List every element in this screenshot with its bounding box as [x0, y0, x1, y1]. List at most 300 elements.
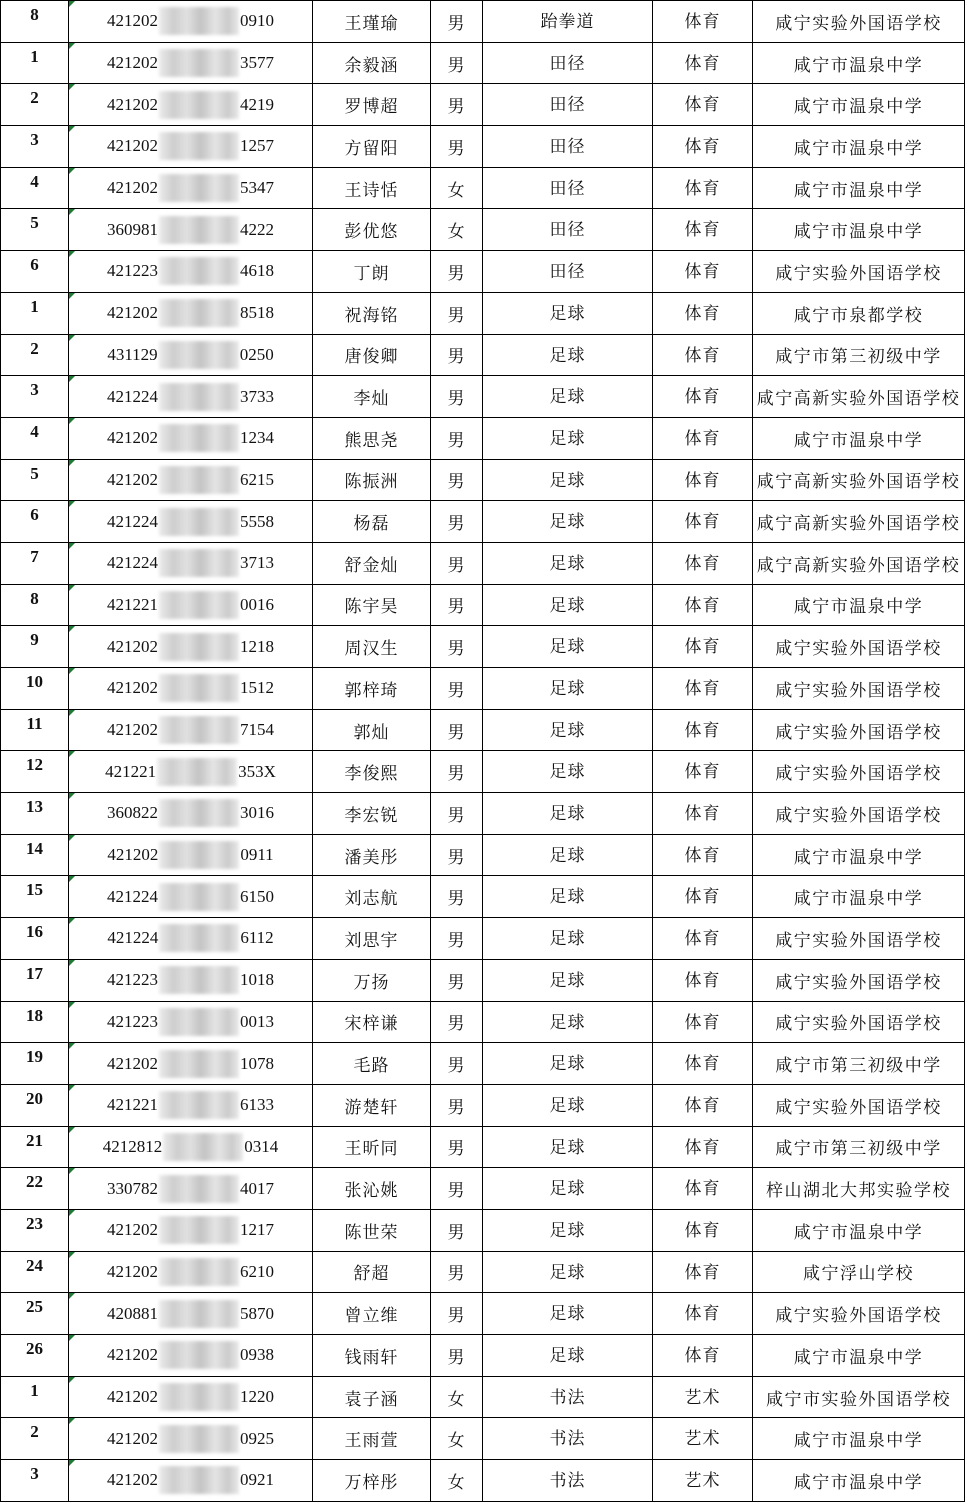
gender-cell: 男 — [431, 334, 483, 376]
name-cell: 王诗恬 — [313, 167, 431, 209]
id-number-suffix: 0911 — [240, 845, 274, 865]
gender-cell: 男 — [431, 918, 483, 960]
table-row — [1, 1251, 965, 1293]
row-number-cell: 17 — [1, 959, 69, 1001]
school-cell: 咸宁市第三初级中学 — [753, 1043, 965, 1085]
category-cell: 体育 — [653, 1168, 753, 1210]
id-number-cell — [69, 42, 313, 84]
sport-cell: 足球 — [483, 376, 653, 418]
table-row — [1, 876, 965, 918]
id-number — [107, 424, 274, 452]
gender-cell: 男 — [431, 959, 483, 1001]
gender-cell: 男 — [431, 1043, 483, 1085]
table-row — [1, 668, 965, 710]
school-cell: 咸宁市温泉中学 — [753, 126, 965, 168]
gender-cell: 男 — [431, 251, 483, 293]
gender-cell: 女 — [431, 1460, 483, 1502]
name-cell: 杨磊 — [313, 501, 431, 543]
id-number — [107, 966, 274, 994]
category-cell: 体育 — [653, 376, 753, 418]
school-cell: 咸宁高新实验外国语学校 — [753, 459, 965, 501]
category-cell: 体育 — [653, 42, 753, 84]
gender-cell: 男 — [431, 376, 483, 418]
sport-cell: 足球 — [483, 668, 653, 710]
id-number-suffix: 4017 — [240, 1178, 274, 1198]
table-row — [1, 626, 965, 668]
id-number-cell — [69, 292, 313, 334]
school-cell: 咸宁市温泉中学 — [753, 1335, 965, 1377]
id-number-cell — [69, 1209, 313, 1251]
school-cell: 咸宁市泉都学校 — [753, 292, 965, 334]
redaction-blur — [159, 424, 239, 452]
redaction-blur — [159, 49, 239, 77]
id-number-prefix: 421224 — [107, 553, 158, 573]
id-number-prefix: 431129 — [107, 344, 158, 364]
id-number — [107, 633, 274, 661]
gender-cell: 男 — [431, 417, 483, 459]
school-cell: 咸宁市温泉中学 — [753, 417, 965, 459]
id-number — [107, 216, 274, 244]
gender-cell: 女 — [431, 1418, 483, 1460]
id-number-prefix: 421224 — [107, 511, 158, 531]
id-number-cell — [69, 1043, 313, 1085]
row-number-cell: 19 — [1, 1043, 69, 1085]
sport-cell: 足球 — [483, 501, 653, 543]
id-number-prefix: 421223 — [107, 261, 158, 281]
school-cell: 咸宁浮山学校 — [753, 1251, 965, 1293]
id-number — [107, 1466, 274, 1494]
category-cell: 体育 — [653, 1, 753, 43]
name-cell: 祝海铭 — [313, 292, 431, 334]
category-cell: 体育 — [653, 1084, 753, 1126]
school-cell: 咸宁实验外国语学校 — [753, 793, 965, 835]
gender-cell: 男 — [431, 1001, 483, 1043]
id-number-prefix: 421202 — [107, 94, 158, 114]
school-cell: 咸宁市第三初级中学 — [753, 334, 965, 376]
table-row — [1, 959, 965, 1001]
redaction-blur — [159, 1341, 239, 1369]
id-number — [107, 1383, 274, 1411]
name-cell: 余毅涵 — [313, 42, 431, 84]
table-row — [1, 459, 965, 501]
id-number-suffix: 6150 — [240, 886, 274, 906]
table-row — [1, 84, 965, 126]
id-number — [107, 549, 274, 577]
id-number-prefix: 421223 — [107, 1011, 158, 1031]
id-number-cell — [69, 501, 313, 543]
redaction-blur — [159, 841, 239, 869]
redaction-blur — [159, 716, 239, 744]
redaction-blur — [159, 1466, 239, 1494]
row-number-cell: 6 — [1, 251, 69, 293]
id-number-cell — [69, 251, 313, 293]
id-number-cell — [69, 167, 313, 209]
id-number-cell — [69, 1084, 313, 1126]
sport-cell: 田径 — [483, 126, 653, 168]
name-cell: 李宏锐 — [313, 793, 431, 835]
id-number-cell — [69, 959, 313, 1001]
redaction-blur — [159, 549, 239, 577]
table-row — [1, 1460, 965, 1502]
gender-cell: 男 — [431, 793, 483, 835]
name-cell: 熊思尧 — [313, 417, 431, 459]
id-number — [107, 1175, 274, 1203]
school-cell: 咸宁高新实验外国语学校 — [753, 501, 965, 543]
id-number-cell — [69, 709, 313, 751]
id-number-cell — [69, 626, 313, 668]
gender-cell: 男 — [431, 459, 483, 501]
sport-cell: 足球 — [483, 793, 653, 835]
table-row — [1, 1376, 965, 1418]
id-number — [107, 49, 274, 77]
sport-cell: 田径 — [483, 251, 653, 293]
name-cell: 王昕同 — [313, 1126, 431, 1168]
category-cell: 体育 — [653, 126, 753, 168]
sport-cell: 书法 — [483, 1418, 653, 1460]
table-row — [1, 1418, 965, 1460]
id-number — [107, 91, 274, 119]
id-number-prefix: 421202 — [107, 11, 158, 31]
table-row — [1, 1126, 965, 1168]
gender-cell: 男 — [431, 876, 483, 918]
sport-cell: 足球 — [483, 584, 653, 626]
name-cell: 李俊熙 — [313, 751, 431, 793]
id-number — [107, 1008, 274, 1036]
id-number-cell — [69, 1001, 313, 1043]
table-row — [1, 1168, 965, 1210]
row-number-cell: 2 — [1, 1418, 69, 1460]
id-number-suffix: 4618 — [240, 261, 274, 281]
id-number — [107, 174, 274, 202]
id-number-cell — [69, 918, 313, 960]
id-number-suffix: 1234 — [240, 428, 274, 448]
row-number-cell: 5 — [1, 459, 69, 501]
id-number — [107, 1341, 274, 1369]
category-cell: 体育 — [653, 1126, 753, 1168]
id-number — [107, 1091, 274, 1119]
sport-cell: 书法 — [483, 1460, 653, 1502]
category-cell: 体育 — [653, 584, 753, 626]
gender-cell: 男 — [431, 1126, 483, 1168]
sport-cell: 足球 — [483, 292, 653, 334]
id-number-prefix: 421202 — [107, 428, 158, 448]
category-cell: 体育 — [653, 834, 753, 876]
row-number-cell: 22 — [1, 1168, 69, 1210]
redaction-blur — [159, 633, 239, 661]
gender-cell: 男 — [431, 626, 483, 668]
id-number-suffix: 0925 — [240, 1428, 274, 1448]
redaction-blur — [159, 1383, 239, 1411]
id-number-suffix: 0016 — [240, 594, 274, 614]
row-number-cell: 1 — [1, 292, 69, 334]
id-number-prefix: 421202 — [107, 1428, 158, 1448]
row-number-cell: 9 — [1, 626, 69, 668]
redaction-blur — [159, 1050, 239, 1078]
category-cell: 体育 — [653, 167, 753, 209]
row-number-cell: 23 — [1, 1209, 69, 1251]
id-number-prefix: 421202 — [107, 1470, 158, 1490]
redaction-blur — [163, 1133, 243, 1161]
gender-cell: 女 — [431, 167, 483, 209]
school-cell: 咸宁市温泉中学 — [753, 1418, 965, 1460]
id-number-suffix: 0938 — [240, 1345, 274, 1365]
row-number-cell: 8 — [1, 584, 69, 626]
id-number — [107, 1300, 274, 1328]
gender-cell: 男 — [431, 542, 483, 584]
sport-cell: 田径 — [483, 209, 653, 251]
id-number-prefix: 421202 — [107, 178, 158, 198]
id-number-prefix: 421202 — [107, 845, 159, 865]
id-number-suffix: 6215 — [240, 469, 274, 489]
category-cell: 艺术 — [653, 1376, 753, 1418]
id-number-suffix: 5558 — [240, 511, 274, 531]
id-number — [107, 341, 273, 369]
sport-cell: 田径 — [483, 84, 653, 126]
id-number-suffix: 0910 — [240, 11, 274, 31]
school-cell: 咸宁市温泉中学 — [753, 876, 965, 918]
name-cell: 宋梓谦 — [313, 1001, 431, 1043]
name-cell: 丁朗 — [313, 251, 431, 293]
table-row — [1, 542, 965, 584]
redaction-blur — [159, 1258, 239, 1286]
id-number — [107, 591, 274, 619]
name-cell: 李灿 — [313, 376, 431, 418]
redaction-blur — [159, 7, 239, 35]
school-cell: 咸宁实验外国语学校 — [753, 751, 965, 793]
id-number-cell — [69, 1, 313, 43]
id-number-prefix: 421223 — [107, 970, 158, 990]
id-number — [107, 508, 274, 536]
row-number-cell: 24 — [1, 1251, 69, 1293]
id-number-prefix: 360822 — [107, 803, 158, 823]
redaction-blur — [159, 91, 239, 119]
redaction-blur — [159, 1091, 239, 1119]
row-number-cell: 3 — [1, 126, 69, 168]
table-row — [1, 1043, 965, 1085]
school-cell: 咸宁实验外国语学校 — [753, 1084, 965, 1126]
sport-cell: 足球 — [483, 334, 653, 376]
sport-cell: 足球 — [483, 1126, 653, 1168]
redaction-blur — [159, 299, 239, 327]
gender-cell: 男 — [431, 1251, 483, 1293]
name-cell: 罗博超 — [313, 84, 431, 126]
gender-cell: 男 — [431, 584, 483, 626]
id-number — [105, 758, 276, 786]
category-cell: 体育 — [653, 1251, 753, 1293]
id-number-suffix: 5870 — [240, 1303, 274, 1323]
redaction-blur — [159, 132, 239, 160]
row-number-cell: 2 — [1, 84, 69, 126]
gender-cell: 女 — [431, 1376, 483, 1418]
id-number-suffix: 1220 — [240, 1387, 274, 1407]
school-cell: 咸宁市温泉中学 — [753, 834, 965, 876]
sport-cell: 足球 — [483, 1209, 653, 1251]
name-cell: 舒金灿 — [313, 542, 431, 584]
category-cell: 体育 — [653, 292, 753, 334]
table-row — [1, 334, 965, 376]
table-row — [1, 167, 965, 209]
redaction-blur — [159, 216, 239, 244]
table-row — [1, 793, 965, 835]
gender-cell: 男 — [431, 1168, 483, 1210]
id-number-prefix: 421202 — [107, 1261, 158, 1281]
school-cell: 咸宁实验外国语学校 — [753, 918, 965, 960]
id-number — [107, 132, 274, 160]
id-number-suffix: 1218 — [240, 636, 274, 656]
sport-cell: 足球 — [483, 834, 653, 876]
school-cell: 梓山湖北大邦实验学校 — [753, 1168, 965, 1210]
id-number-cell — [69, 793, 313, 835]
sport-cell: 田径 — [483, 167, 653, 209]
table-body — [1, 1, 965, 1502]
table-row — [1, 417, 965, 459]
category-cell: 体育 — [653, 626, 753, 668]
id-number-cell — [69, 584, 313, 626]
id-number-suffix: 6133 — [240, 1095, 274, 1115]
id-number-suffix: 3577 — [240, 53, 274, 73]
id-number-suffix: 1078 — [240, 1053, 274, 1073]
id-number — [107, 883, 274, 911]
name-cell: 郭灿 — [313, 709, 431, 751]
gender-cell: 男 — [431, 1293, 483, 1335]
row-number-cell: 2 — [1, 334, 69, 376]
category-cell: 体育 — [653, 334, 753, 376]
gender-cell: 男 — [431, 501, 483, 543]
name-cell: 彭优悠 — [313, 209, 431, 251]
sport-cell: 足球 — [483, 959, 653, 1001]
school-cell: 咸宁实验外国语学校 — [753, 1, 965, 43]
name-cell: 万扬 — [313, 959, 431, 1001]
name-cell: 唐俊卿 — [313, 334, 431, 376]
id-number-cell — [69, 1251, 313, 1293]
id-number — [107, 924, 273, 952]
school-cell: 咸宁市温泉中学 — [753, 84, 965, 126]
sport-cell: 足球 — [483, 709, 653, 751]
row-number-cell: 4 — [1, 167, 69, 209]
id-number-cell — [69, 1293, 313, 1335]
sport-cell: 足球 — [483, 542, 653, 584]
id-number-cell — [69, 876, 313, 918]
name-cell: 游楚轩 — [313, 1084, 431, 1126]
sport-cell: 足球 — [483, 918, 653, 960]
gender-cell: 男 — [431, 1335, 483, 1377]
school-cell: 咸宁实验外国语学校 — [753, 1001, 965, 1043]
name-cell: 舒超 — [313, 1251, 431, 1293]
table-row — [1, 709, 965, 751]
id-number-suffix: 0013 — [240, 1011, 274, 1031]
gender-cell: 男 — [431, 292, 483, 334]
id-number-cell — [69, 459, 313, 501]
row-number-cell: 16 — [1, 918, 69, 960]
category-cell: 体育 — [653, 1293, 753, 1335]
id-number-suffix: 0314 — [244, 1136, 279, 1156]
category-cell: 体育 — [653, 668, 753, 710]
id-number-suffix: 1018 — [240, 970, 274, 990]
id-number-suffix: 4222 — [240, 219, 274, 239]
redaction-blur — [159, 466, 239, 494]
sport-cell: 足球 — [483, 1293, 653, 1335]
id-number-cell — [69, 1126, 313, 1168]
id-number-cell — [69, 1418, 313, 1460]
id-number-cell — [69, 334, 313, 376]
id-number-suffix: 353X — [238, 761, 276, 781]
row-number-cell: 20 — [1, 1084, 69, 1126]
name-cell: 潘美彤 — [313, 834, 431, 876]
table-row — [1, 1209, 965, 1251]
category-cell: 体育 — [653, 1043, 753, 1085]
category-cell: 体育 — [653, 84, 753, 126]
id-number-prefix: 421202 — [107, 53, 158, 73]
gender-cell: 男 — [431, 1, 483, 43]
id-number — [107, 1425, 274, 1453]
sport-cell: 足球 — [483, 751, 653, 793]
id-number-prefix: 421202 — [107, 678, 158, 698]
id-number-cell — [69, 376, 313, 418]
id-number — [107, 799, 274, 827]
school-cell: 咸宁市温泉中学 — [753, 209, 965, 251]
id-number-cell — [69, 668, 313, 710]
id-number-cell — [69, 1168, 313, 1210]
name-cell: 袁子涵 — [313, 1376, 431, 1418]
school-cell: 咸宁实验外国语学校 — [753, 251, 965, 293]
id-number-suffix: 1217 — [240, 1220, 274, 1240]
row-number-cell: 21 — [1, 1126, 69, 1168]
name-cell: 曾立维 — [313, 1293, 431, 1335]
row-number-cell: 4 — [1, 417, 69, 459]
name-cell: 刘思宇 — [313, 918, 431, 960]
sport-cell: 书法 — [483, 1376, 653, 1418]
sport-cell: 足球 — [483, 626, 653, 668]
name-cell: 王瑾瑜 — [313, 1, 431, 43]
school-cell: 咸宁市温泉中学 — [753, 167, 965, 209]
redaction-blur — [159, 1008, 239, 1036]
id-number-prefix: 421202 — [107, 136, 158, 156]
school-cell: 咸宁市温泉中学 — [753, 584, 965, 626]
name-cell: 陈世荣 — [313, 1209, 431, 1251]
id-number-cell — [69, 126, 313, 168]
name-cell: 钱雨轩 — [313, 1335, 431, 1377]
id-number — [103, 1133, 279, 1161]
school-cell: 咸宁实验外国语学校 — [753, 709, 965, 751]
id-number — [107, 257, 274, 285]
id-number-prefix: 420881 — [107, 1303, 158, 1323]
redaction-blur — [159, 674, 239, 702]
id-number-prefix: 421221 — [107, 594, 158, 614]
category-cell: 体育 — [653, 959, 753, 1001]
school-cell: 咸宁高新实验外国语学校 — [753, 542, 965, 584]
id-number-cell — [69, 751, 313, 793]
row-number-cell: 5 — [1, 209, 69, 251]
row-number-cell: 13 — [1, 793, 69, 835]
row-number-cell: 3 — [1, 1460, 69, 1502]
category-cell: 体育 — [653, 793, 753, 835]
id-number-cell — [69, 417, 313, 459]
id-number-prefix: 421202 — [107, 1053, 158, 1073]
id-number-suffix: 6112 — [240, 928, 274, 948]
sport-cell: 足球 — [483, 1168, 653, 1210]
id-number — [107, 716, 274, 744]
redaction-blur — [159, 799, 239, 827]
row-number-cell: 12 — [1, 751, 69, 793]
id-number-prefix: 421202 — [107, 1345, 158, 1365]
row-number-cell: 15 — [1, 876, 69, 918]
sport-cell: 跆拳道 — [483, 1, 653, 43]
table-row — [1, 1084, 965, 1126]
row-number-cell: 25 — [1, 1293, 69, 1335]
category-cell: 艺术 — [653, 1418, 753, 1460]
id-number-prefix: 421221 — [105, 761, 157, 781]
id-number-cell — [69, 1460, 313, 1502]
